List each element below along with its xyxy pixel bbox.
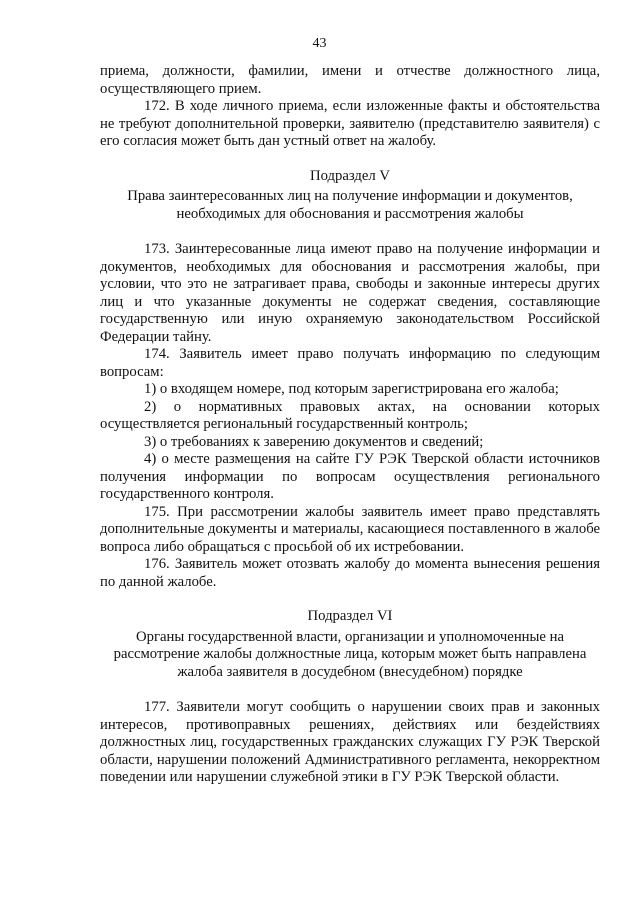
document-body [100,63,600,787]
list-item-1: 1) о входящем номере, под которым зарегистрирована его жалоба; [144,381,559,397]
subsection-vi-title: Органы государственной власти, организации и уполномоченные на рассмотрение жалобы должностные лица, которым может быть направлена жалоба заявителя в досудебном (внесудебном) порядке [113,628,587,680]
list-item-4: 4) о месте размещения на сайте ГУ РЭК Тверской области источников получения информации по вопросам осуществления регионального государственного контроля. [100,451,600,502]
subsection-v-title: Права заинтересованных лиц на получение информации и документов, необходимых для обоснования и рассмотрения жалобы [127,188,573,222]
paragraph-174: 174. Заявитель имеет право получать информацию по следующим вопросам: [100,346,600,380]
paragraph-continuation: приема, должности, фамилии, имени и отчестве должностного лица, осуществляющего прием. [100,63,600,97]
list-item-2: 2) о нормативных правовых актах, на основании которых осуществляется региональный государственный контроль; [100,398,600,432]
paragraph-172: 172. В ходе личного приема, если изложенные факты и обстоятельства не требуют дополнительной проверки, заявителю (представителю заявителя) с его согласия может быть дан устный ответ на жалобу. [100,98,600,149]
page-number: 43 [312,36,327,51]
paragraph-177: 177. Заявители могут сообщить о нарушении своих прав и законных интересов, противоправных решениях, действиях или бездействиях должностных лиц, государственных гражданских служащих ГУ РЭК Тверской области, нарушении положений Административного регламента, некорректном поведении или нарушении служебной этики в ГУ РЭК Тверской области. [100,699,600,785]
paragraph-173: 173. Заинтересованные лица имеют право на получение информации и документов, необходимых для обоснования и рассмотрения жалобы, при условии, что это не затрагивает права, свободы и законные интересы других лиц и что указанные документы не содержат сведения, составляющие государственную или иную охраняемую законодательством Российской Федерации тайну. [100,241,600,345]
paragraph-175: 175. При рассмотрении жалобы заявитель имеет право представлять дополнительные документы и материалы, касающиеся поставленного в жалобе вопроса либо обращаться с просьбой об их истребовании. [100,503,600,555]
subsection-vi-heading: Подраздел VI [307,608,393,624]
paragraph-176: 176. Заявитель может отозвать жалобу до момента вынесения решения по данной жалобе. [100,556,600,590]
subsection-v-heading: Подраздел V [310,167,390,184]
list-item-3: 3) о требованиях к заверению документов и сведений; [144,433,484,450]
